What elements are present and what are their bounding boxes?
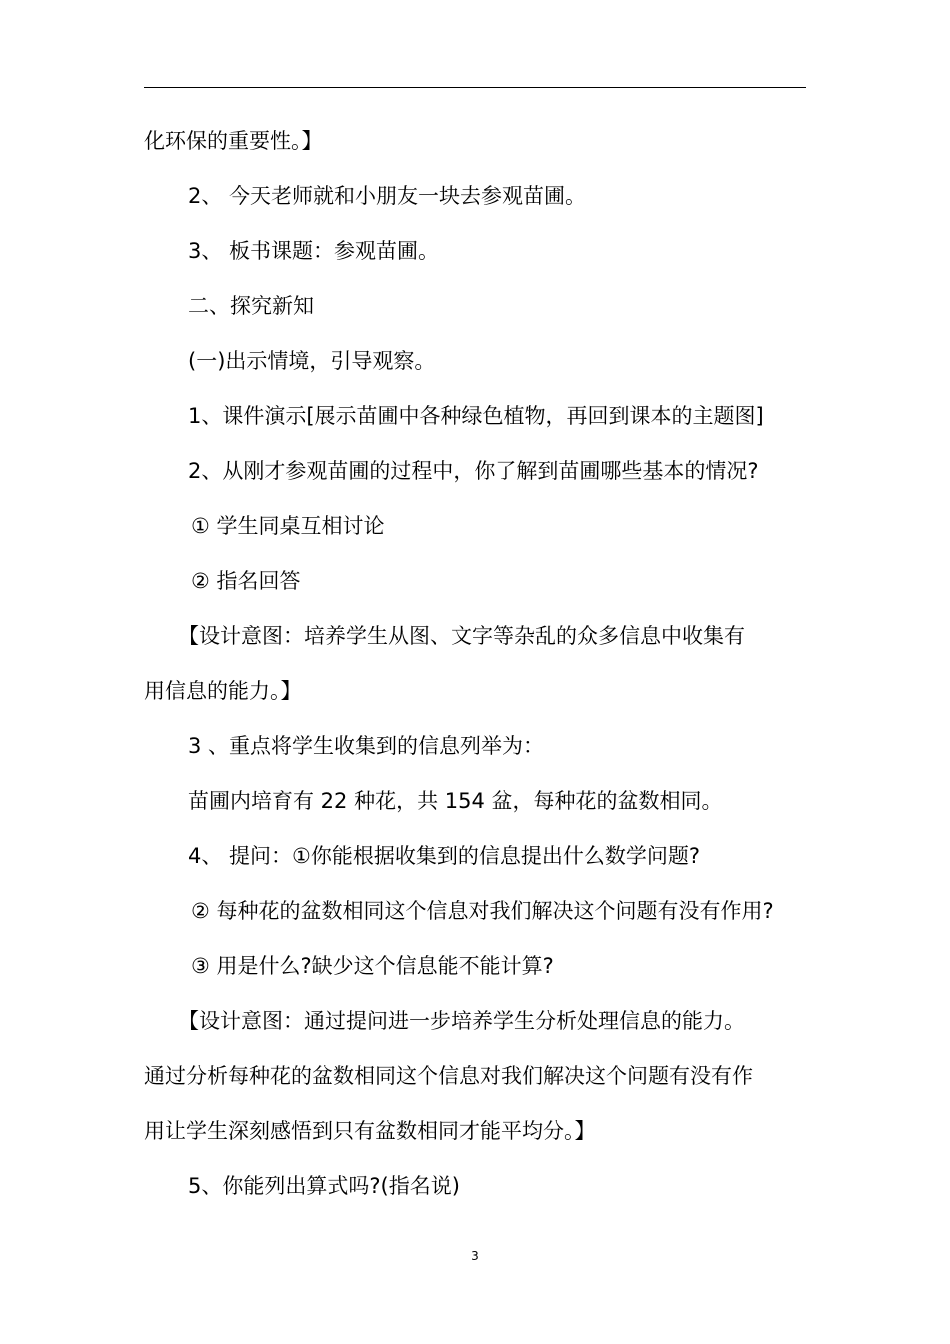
list-item: ① 学生同桌互相讨论 xyxy=(191,514,385,538)
page-number: 3 xyxy=(471,1249,479,1263)
text-line: 3 、重点将学生收集到的信息列举为： xyxy=(188,734,545,758)
subsection-heading: (一)出示情境，引导观察。 xyxy=(188,349,436,373)
design-intent-note: 【设计意图：培养学生从图、文字等杂乱的众多信息中收集有 xyxy=(178,624,745,648)
text-line: 1、课件演示[展示苗圃中各种绿色植物，再回到课本的主题图] xyxy=(188,404,764,428)
design-intent-note-cont: 通过分析每种花的盆数相同这个信息对我们解决这个问题有没有作 xyxy=(144,1064,753,1088)
text-line: 3、 板书课题：参观苗圃。 xyxy=(188,239,440,263)
text-line: 苗圃内培育有 22 种花，共 154 盆，每种花的盆数相同。 xyxy=(188,789,723,813)
design-intent-note-cont: 用信息的能力。】 xyxy=(144,679,302,703)
header-rule xyxy=(144,87,806,88)
text-line: 4、 提问：①你能根据收集到的信息提出什么数学问题? xyxy=(188,844,701,868)
list-item: ③ 用是什么?缺少这个信息能不能计算? xyxy=(191,954,554,978)
design-intent-note: 【设计意图：通过提问进一步培养学生分析处理信息的能力。 xyxy=(178,1009,745,1033)
text-line: 2、从刚才参观苗圃的过程中，你了解到苗圃哪些基本的情况? xyxy=(188,459,759,483)
document-body xyxy=(144,114,808,1214)
section-heading: 二、探究新知 xyxy=(188,294,314,318)
text-line: 化环保的重要性。】 xyxy=(144,129,323,153)
text-line: 2、 今天老师就和小朋友一块去参观苗圃。 xyxy=(188,184,587,208)
text-line: 5、你能列出算式吗?(指名说) xyxy=(188,1174,460,1198)
design-intent-note-cont: 用让学生深刻感悟到只有盆数相同才能平均分。】 xyxy=(144,1119,596,1143)
list-item: ② 每种花的盆数相同这个信息对我们解决这个问题有没有作用? xyxy=(191,899,774,923)
list-item: ② 指名回答 xyxy=(191,569,301,593)
